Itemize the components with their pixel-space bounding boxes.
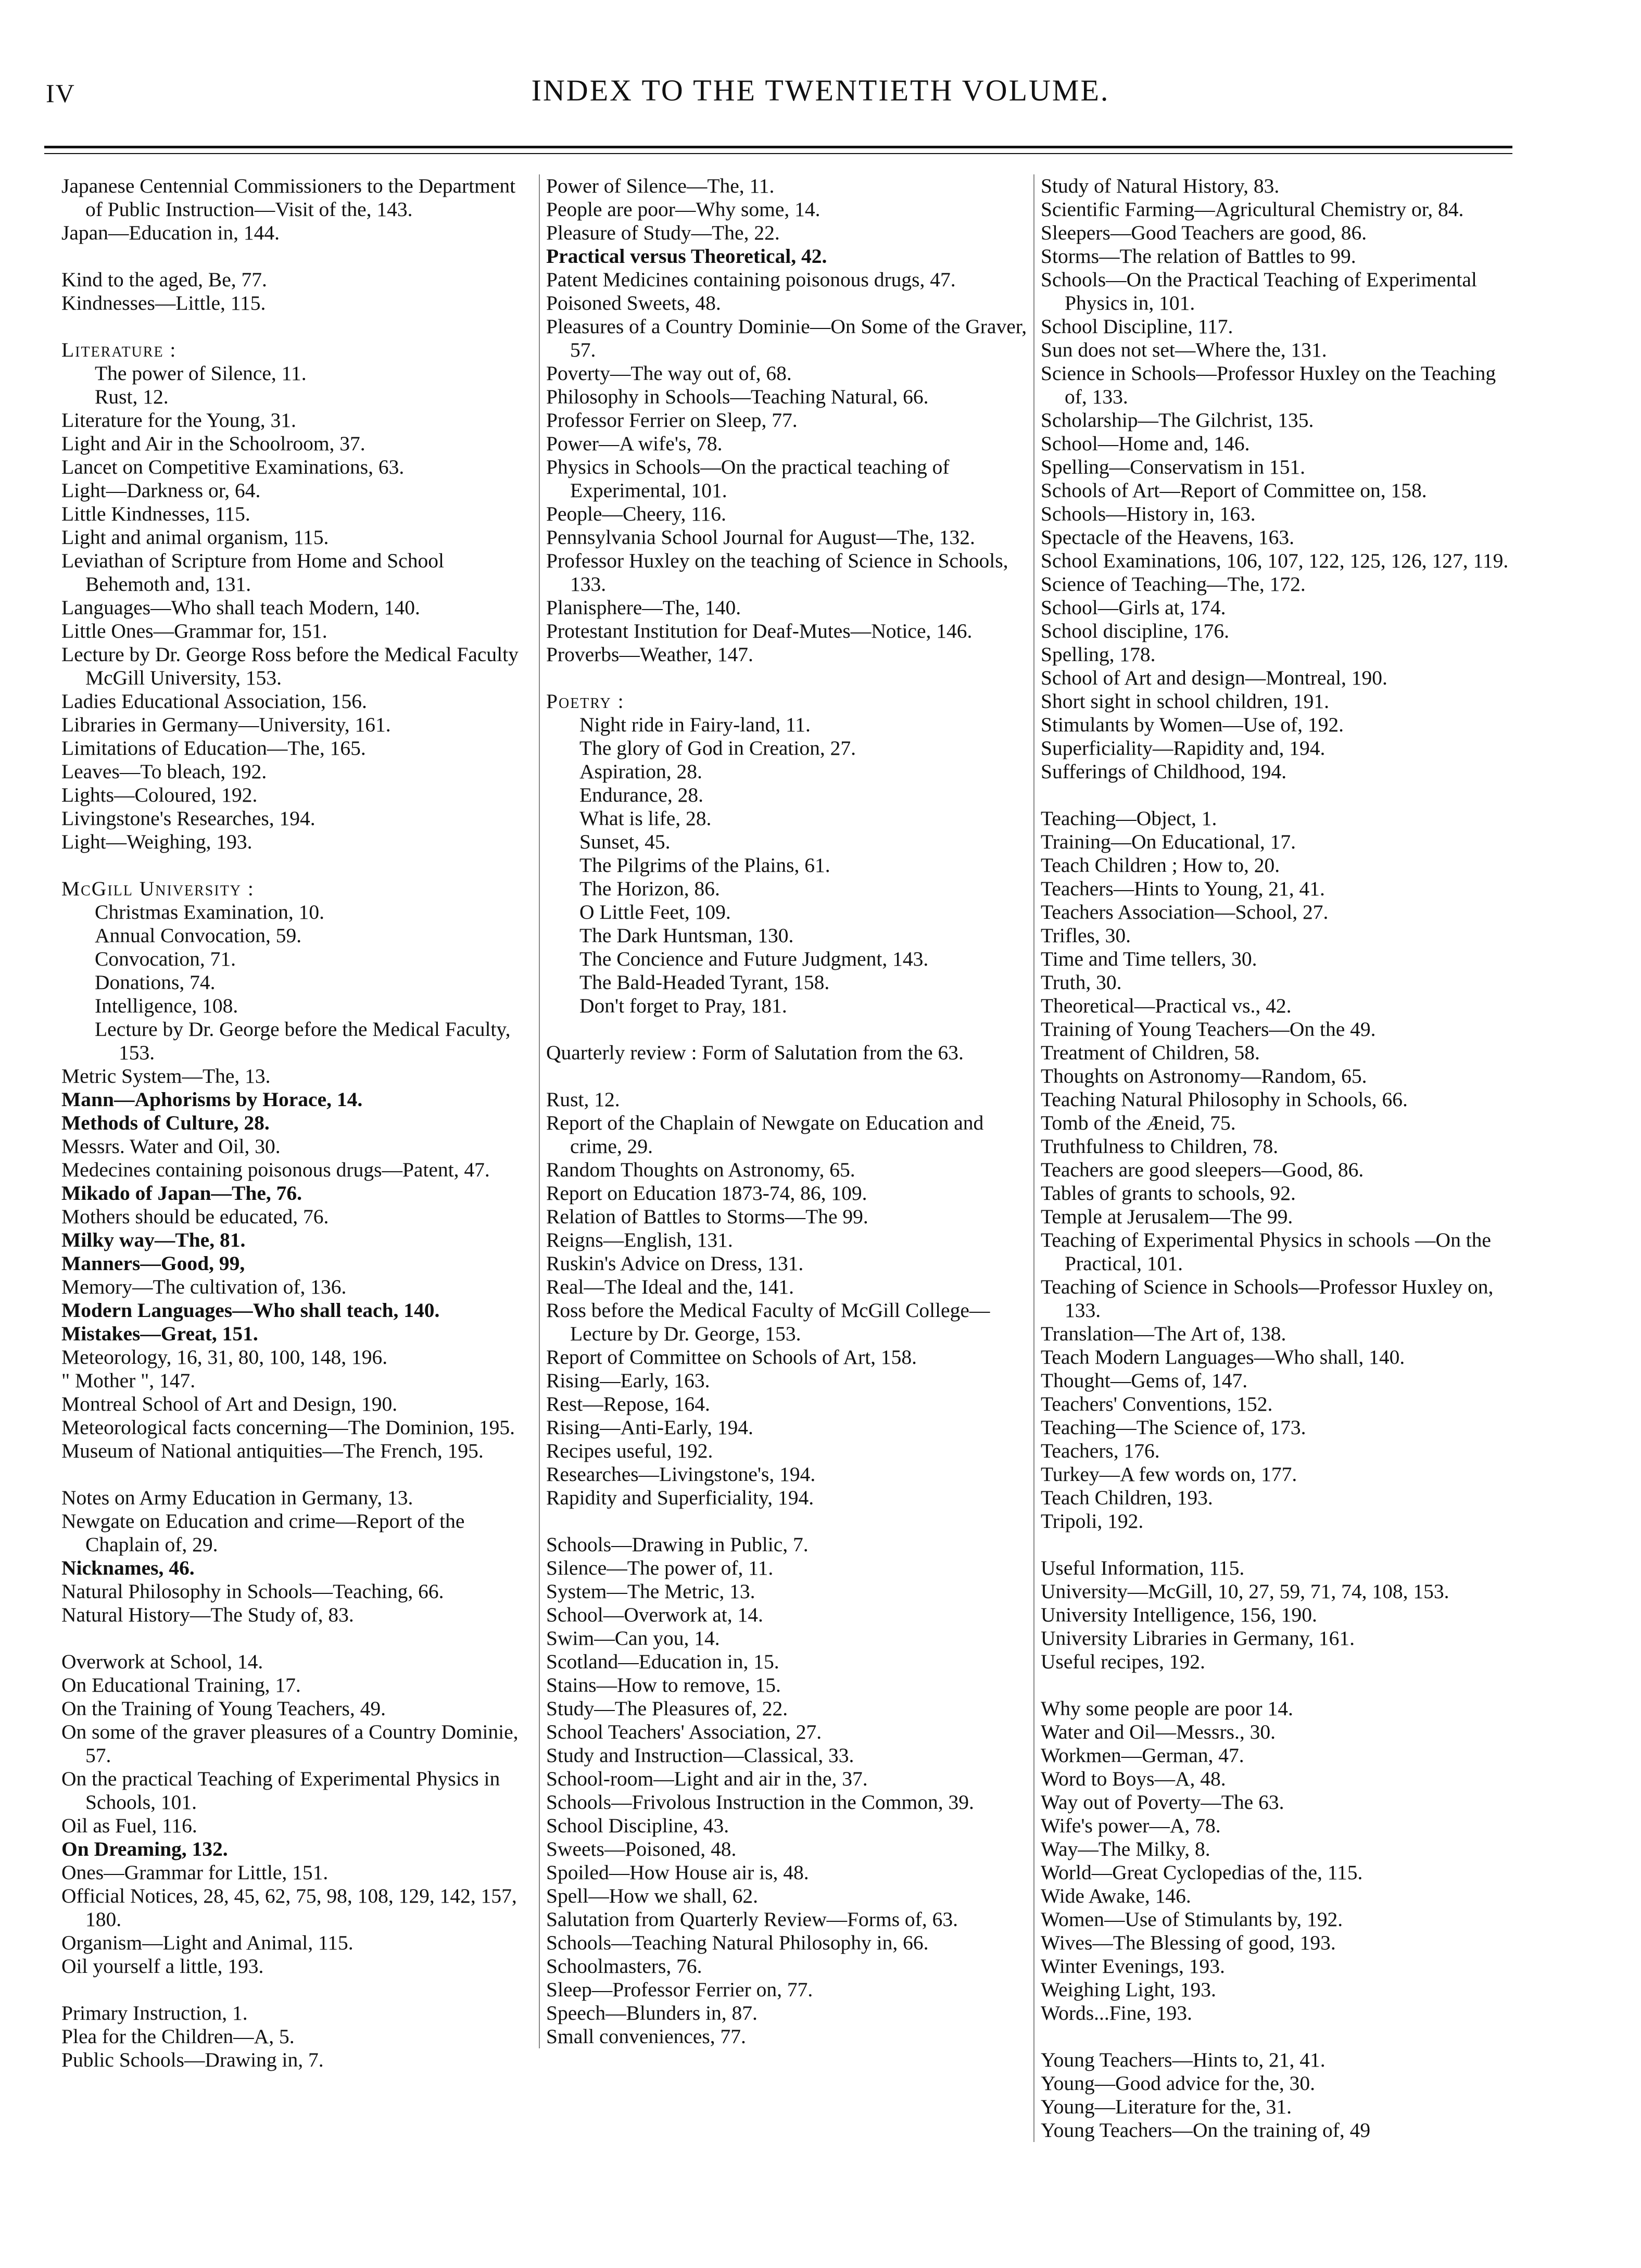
index-entry: Manners—Good, 99, — [61, 1252, 245, 1275]
index-entry: Power of Silence—The, 11. — [546, 174, 775, 197]
index-column-3 — [1033, 174, 1520, 2142]
index-entry: Leviathan of Scripture from Home and School Behemoth and, 131. — [61, 549, 444, 595]
index-entry: Superficiality—Rapidity and, 194. — [1041, 737, 1326, 759]
index-entry: University—McGill, 10, 27, 59, 71, 74, 108, 153. — [1041, 1580, 1449, 1603]
index-subentry: Sunset, 45. — [579, 830, 671, 853]
index-entry: Young Teachers—Hints to, 21, 41. — [1041, 2048, 1326, 2071]
index-entry: Teaching of Science in Schools—Professor Huxley on, 133. — [1041, 1275, 1494, 1322]
index-entry: School—Overwork at, 14. — [546, 1603, 763, 1626]
index-entry: Leaves—To bleach, 192. — [61, 760, 267, 783]
index-entry: Spell—How we shall, 62. — [546, 1884, 759, 1907]
index-entry: Report of the Chaplain of Newgate on Education and crime, 29. — [546, 1111, 984, 1158]
index-subentry: The Concience and Future Judgment, 143. — [579, 947, 929, 970]
section-gap — [1041, 2025, 1520, 2048]
index-entry: Trifles, 30. — [1041, 924, 1131, 947]
index-entry: Oil as Fuel, 116. — [61, 1814, 197, 1837]
index-entry: Real—The Ideal and the, 141. — [546, 1275, 794, 1298]
index-entry: Rust, 12. — [546, 1088, 620, 1111]
index-entry: Meteorological facts concerning—The Dominion, 195. — [61, 1416, 515, 1439]
index-entry: Pleasure of Study—The, 22. — [546, 221, 780, 244]
index-entry: On Educational Training, 17. — [61, 1674, 301, 1696]
index-entry: Wide Awake, 146. — [1041, 1884, 1191, 1907]
index-entry: Ladies Educational Association, 156. — [61, 690, 367, 713]
index-entry: Tables of grants to schools, 92. — [1041, 1182, 1296, 1205]
index-subentry: Donations, 74. — [95, 971, 216, 994]
index-entry: Rising—Anti-Early, 194. — [546, 1416, 753, 1439]
index-entry: School—Girls at, 174. — [1041, 596, 1226, 619]
index-entry: Practical versus Theoretical, 42. — [546, 245, 827, 268]
index-entry: On the Training of Young Teachers, 49. — [61, 1697, 386, 1720]
index-entry: University Libraries in Germany, 161. — [1041, 1627, 1355, 1650]
index-entry: Study and Instruction—Classical, 33. — [546, 1744, 854, 1767]
index-entry: System—The Metric, 13. — [546, 1580, 755, 1603]
index-entry: Primary Instruction, 1. — [61, 2001, 248, 2024]
index-entry: Useful recipes, 192. — [1041, 1650, 1205, 1673]
index-subentry: Rust, 12. — [95, 385, 169, 408]
index-subentry: Don't forget to Pray, 181. — [579, 994, 787, 1017]
index-entry: Milky way—The, 81. — [61, 1228, 246, 1251]
index-entry: Teachers—Hints to Young, 21, 41. — [1041, 877, 1325, 900]
index-entry: Kindnesses—Little, 115. — [61, 292, 266, 314]
index-entry: Relation of Battles to Storms—The 99. — [546, 1205, 868, 1228]
index-entry: School Discipline, 43. — [546, 1814, 729, 1837]
index-entry: School of Art and design—Montreal, 190. — [1041, 666, 1387, 689]
index-entry: Science of Teaching—The, 172. — [1041, 573, 1306, 595]
index-entry: Notes on Army Education in Germany, 13. — [61, 1486, 413, 1509]
index-entry: Little Ones—Grammar for, 151. — [61, 619, 327, 642]
index-entry: Sufferings of Childhood, 194. — [1041, 760, 1287, 783]
section-gap — [61, 245, 530, 268]
index-entry: Training—On Educational, 17. — [1041, 830, 1296, 853]
index-entry: Salutation from Quarterly Review—Forms of, 63. — [546, 1908, 958, 1931]
index-entry: Teaching of Experimental Physics in schools —On the Practical, 101. — [1041, 1228, 1491, 1275]
index-entry: Scotland—Education in, 15. — [546, 1650, 779, 1673]
index-entry: Temple at Jerusalem—The 99. — [1041, 1205, 1293, 1228]
index-entry: Mistakes—Great, 151. — [61, 1322, 258, 1345]
index-entry: Languages—Who shall teach Modern, 140. — [61, 596, 420, 619]
index-entry: Protestant Institution for Deaf-Mutes—Notice, 146. — [546, 619, 973, 642]
index-entry: Schools—Drawing in Public, 7. — [546, 1533, 809, 1556]
index-entry: Rest—Repose, 164. — [546, 1392, 710, 1415]
index-entry: Libraries in Germany—University, 161. — [61, 713, 391, 736]
index-entry: Lancet on Competitive Examinations, 63. — [61, 455, 405, 478]
index-entry: Patent Medicines containing poisonous drugs, 47. — [546, 268, 956, 291]
index-entry: Quarterly review : Form of Salutation from the 63. — [546, 1041, 964, 1064]
index-entry: Short sight in school children, 191. — [1041, 690, 1330, 713]
index-entry: Sweets—Poisoned, 48. — [546, 1838, 737, 1860]
index-entry: World—Great Cyclopedias of the, 115. — [1041, 1861, 1363, 1884]
index-entry: Professor Ferrier on Sleep, 77. — [546, 409, 798, 432]
index-entry: School Discipline, 117. — [1041, 315, 1233, 338]
index-entry: Pleasures of a Country Dominie—On Some of the Graver, 57. — [546, 315, 1027, 361]
section-gap — [546, 1065, 1030, 1088]
index-entry: Light—Darkness or, 64. — [61, 479, 261, 502]
index-entry: Report of Committee on Schools of Art, 158. — [546, 1346, 917, 1369]
index-entry: Proverbs—Weather, 147. — [546, 643, 753, 666]
index-entry: Light and Air in the Schoolroom, 37. — [61, 432, 365, 455]
index-entry: Mikado of Japan—The, 76. — [61, 1182, 302, 1205]
section-gap — [61, 1463, 530, 1486]
index-subentry: O Little Feet, 109. — [579, 901, 731, 923]
section-gap — [61, 854, 530, 877]
index-entry: Word to Boys—A, 48. — [1041, 1767, 1226, 1790]
index-entry: Spoiled—How House air is, 48. — [546, 1861, 809, 1884]
section-heading: McGill University : — [61, 877, 255, 900]
index-entry: Truth, 30. — [1041, 971, 1122, 994]
index-subentry: Annual Convocation, 59. — [95, 924, 302, 947]
index-entry: Translation—The Art of, 138. — [1041, 1322, 1286, 1345]
index-entry: Ones—Grammar for Little, 151. — [61, 1861, 329, 1884]
index-entry: Rising—Early, 163. — [546, 1369, 710, 1392]
index-entry: Treatment of Children, 58. — [1041, 1041, 1260, 1064]
index-entry: Science in Schools—Professor Huxley on the Teaching of, 133. — [1041, 362, 1496, 408]
index-entry: Meteorology, 16, 31, 80, 100, 148, 196. — [61, 1346, 388, 1369]
index-entry: People are poor—Why some, 14. — [546, 198, 820, 221]
index-entry: Newgate on Education and crime—Report of the Chaplain of, 29. — [61, 1510, 465, 1556]
index-entry: Young—Literature for the, 31. — [1041, 2095, 1292, 2118]
index-entry: Training of Young Teachers—On the 49. — [1041, 1018, 1376, 1041]
index-column-1 — [61, 174, 530, 2072]
header-rule-thick — [44, 146, 1512, 148]
section-gap — [1041, 783, 1520, 807]
header-rule-thin — [44, 153, 1512, 154]
index-entry: Poverty—The way out of, 68. — [546, 362, 792, 385]
index-entry: Theoretical—Practical vs., 42. — [1041, 994, 1292, 1017]
index-entry: Women—Use of Stimulants by, 192. — [1041, 1908, 1343, 1931]
index-subentry: The Bald-Headed Tyrant, 158. — [579, 971, 830, 994]
index-subentry: Lecture by Dr. George before the Medical Faculty, 153. — [95, 1018, 511, 1064]
index-entry: Recipes useful, 192. — [546, 1439, 713, 1462]
index-entry: Natural History—The Study of, 83. — [61, 1603, 354, 1626]
index-entry: Useful Information, 115. — [1041, 1556, 1245, 1579]
index-entry: Storms—The relation of Battles to 99. — [1041, 245, 1356, 268]
index-entry: Report on Education 1873-74, 86, 109. — [546, 1182, 867, 1205]
index-entry: Official Notices, 28, 45, 62, 75, 98, 108, 129, 142, 157, 180. — [61, 1884, 517, 1931]
index-entry: Livingstone's Researches, 194. — [61, 807, 315, 830]
index-entry: Random Thoughts on Astronomy, 65. — [546, 1158, 855, 1181]
index-entry: Water and Oil—Messrs., 30. — [1041, 1720, 1276, 1743]
index-entry: School Examinations, 106, 107, 122, 125, 126, 127, 119. — [1041, 549, 1509, 572]
index-subentry: Christmas Examination, 10. — [95, 901, 325, 923]
index-entry: Way out of Poverty—The 63. — [1041, 1791, 1284, 1814]
index-entry: Teach Children ; How to, 20. — [1041, 854, 1280, 877]
index-entry: Workmen—German, 47. — [1041, 1744, 1244, 1767]
index-entry: Light—Weighing, 193. — [61, 830, 253, 853]
index-entry: Thought—Gems of, 147. — [1041, 1369, 1248, 1392]
index-entry: Spelling, 178. — [1041, 643, 1156, 666]
index-entry: Lights—Coloured, 192. — [61, 783, 258, 806]
index-entry: Teach Modern Languages—Who shall, 140. — [1041, 1346, 1405, 1369]
section-gap — [1041, 1674, 1520, 1697]
section-gap — [546, 1510, 1030, 1533]
index-entry: Lecture by Dr. George Ross before the Medical Faculty McGill University, 153. — [61, 643, 519, 689]
index-entry: Scientific Farming—Agricultural Chemistry or, 84. — [1041, 198, 1464, 221]
index-entry: Little Kindnesses, 115. — [61, 502, 250, 525]
index-entry: Stains—How to remove, 15. — [546, 1674, 781, 1696]
index-entry: Way—The Milky, 8. — [1041, 1838, 1210, 1860]
index-entry: Plea for the Children—A, 5. — [61, 2025, 295, 2048]
index-entry: " Mother ", 147. — [61, 1369, 196, 1392]
index-entry: Schools of Art—Report of Committee on, 158. — [1041, 479, 1427, 502]
index-subentry: Night ride in Fairy-land, 11. — [579, 713, 811, 736]
index-entry: Limitations of Education—The, 165. — [61, 737, 366, 759]
index-entry: Schools—History in, 163. — [1041, 502, 1256, 525]
section-gap — [1041, 1533, 1520, 1556]
index-subentry: The Dark Huntsman, 130. — [579, 924, 794, 947]
section-gap — [61, 1627, 530, 1650]
index-entry: Words...Fine, 193. — [1041, 2001, 1192, 2024]
index-entry: Japan—Education in, 144. — [61, 221, 280, 244]
index-entry: People—Cheery, 116. — [546, 502, 726, 525]
index-entry: Memory—The cultivation of, 136. — [61, 1275, 347, 1298]
index-entry: School discipline, 176. — [1041, 619, 1230, 642]
index-entry: Time and Time tellers, 30. — [1041, 947, 1257, 970]
index-subentry: Aspiration, 28. — [579, 760, 702, 783]
section-gap — [61, 315, 530, 338]
index-entry: Study—The Pleasures of, 22. — [546, 1697, 788, 1720]
index-subentry: Convocation, 71. — [95, 947, 236, 970]
section-heading: Literature : — [61, 338, 177, 361]
page-number: IV — [46, 79, 75, 108]
index-entry: Light and animal organism, 115. — [61, 526, 329, 549]
index-entry: Mann—Aphorisms by Horace, 14. — [61, 1088, 363, 1111]
index-entry: Stimulants by Women—Use of, 192. — [1041, 713, 1344, 736]
index-entry: Spectacle of the Heavens, 163. — [1041, 526, 1294, 549]
index-entry: Nicknames, 46. — [61, 1556, 195, 1579]
index-subentry: Endurance, 28. — [579, 783, 704, 806]
index-entry: Organism—Light and Animal, 115. — [61, 1931, 354, 1954]
index-entry: School-room—Light and air in the, 37. — [546, 1767, 868, 1790]
index-entry: Swim—Can you, 14. — [546, 1627, 720, 1650]
index-entry: On Dreaming, 132. — [61, 1838, 228, 1860]
index-subentry: The power of Silence, 11. — [95, 362, 307, 385]
index-entry: Small conveniences, 77. — [546, 2025, 746, 2048]
index-entry: Scholarship—The Gilchrist, 135. — [1041, 409, 1314, 432]
section-gap — [546, 666, 1030, 690]
index-entry: Planisphere—The, 140. — [546, 596, 741, 619]
index-entry: Medecines containing poisonous drugs—Patent, 47. — [61, 1158, 490, 1181]
index-entry: School Teachers' Association, 27. — [546, 1720, 822, 1743]
section-heading: Poetry : — [546, 690, 625, 713]
index-entry: Philosophy in Schools—Teaching Natural, 66. — [546, 385, 929, 408]
index-entry: Rapidity and Superficiality, 194. — [546, 1486, 814, 1509]
index-entry: Pennsylvania School Journal for August—The, 132. — [546, 526, 975, 549]
index-entry: Professor Huxley on the teaching of Science in Schools, 133. — [546, 549, 1008, 595]
index-entry: Physics in Schools—On the practical teaching of Experimental, 101. — [546, 455, 950, 502]
index-entry: On some of the graver pleasures of a Country Dominie, 57. — [61, 1720, 519, 1767]
index-entry: Silence—The power of, 11. — [546, 1556, 774, 1579]
index-entry: Schoolmasters, 76. — [546, 1955, 702, 1978]
index-entry: Teaching Natural Philosophy in Schools, 66. — [1041, 1088, 1408, 1111]
index-entry: Schools—Frivolous Instruction in the Common, 39. — [546, 1791, 974, 1814]
index-entry: Teachers, 176. — [1041, 1439, 1160, 1462]
index-entry: Poisoned Sweets, 48. — [546, 292, 721, 314]
index-entry: Turkey—A few words on, 177. — [1041, 1463, 1297, 1486]
index-entry: Tomb of the Æneid, 75. — [1041, 1111, 1236, 1134]
index-entry: Teachers are good sleepers—Good, 86. — [1041, 1158, 1364, 1181]
index-entry: Museum of National antiquities—The French, 195. — [61, 1439, 484, 1462]
index-entry: Public Schools—Drawing in, 7. — [61, 2048, 324, 2071]
index-entry: On the practical Teaching of Experimental Physics in Schools, 101. — [61, 1767, 500, 1814]
index-entry: Montreal School of Art and Design, 190. — [61, 1392, 398, 1415]
index-entry: Natural Philosophy in Schools—Teaching, 66. — [61, 1580, 444, 1603]
index-entry: School—Home and, 146. — [1041, 432, 1250, 455]
index-entry: Why some people are poor 14. — [1041, 1697, 1293, 1720]
index-entry: Modern Languages—Who shall teach, 140. — [61, 1299, 440, 1322]
index-subentry: The Pilgrims of the Plains, 61. — [579, 854, 830, 877]
index-entry: Messrs. Water and Oil, 30. — [61, 1135, 281, 1158]
index-entry: Teachers' Conventions, 152. — [1041, 1392, 1273, 1415]
section-gap — [61, 1978, 530, 2001]
index-entry: Winter Evenings, 193. — [1041, 1955, 1225, 1978]
index-entry: Teaching—Object, 1. — [1041, 807, 1217, 830]
index-subentry: What is life, 28. — [579, 807, 712, 830]
index-entry: Literature for the Young, 31. — [61, 409, 296, 432]
index-entry: Schools—Teaching Natural Philosophy in, 66. — [546, 1931, 929, 1954]
index-subentry: Intelligence, 108. — [95, 994, 238, 1017]
index-entry: Power—A wife's, 78. — [546, 432, 723, 455]
index-entry: Oil yourself a little, 193. — [61, 1955, 264, 1978]
index-entry: Mothers should be educated, 76. — [61, 1205, 329, 1228]
index-entry: Reigns—English, 131. — [546, 1228, 733, 1251]
index-entry: Truthfulness to Children, 78. — [1041, 1135, 1279, 1158]
index-entry: Wives—The Blessing of good, 193. — [1041, 1931, 1336, 1954]
index-entry: Sleep—Professor Ferrier on, 77. — [546, 1978, 813, 2001]
index-entry: Thoughts on Astronomy—Random, 65. — [1041, 1065, 1367, 1087]
index-column-2 — [539, 174, 1030, 2048]
index-subentry: The Horizon, 86. — [579, 877, 720, 900]
index-entry: Ruskin's Advice on Dress, 131. — [546, 1252, 804, 1275]
index-entry: Sun does not set—Where the, 131. — [1041, 338, 1327, 361]
section-gap — [546, 1018, 1030, 1041]
index-entry: Overwork at School, 14. — [61, 1650, 263, 1673]
index-entry: Speech—Blunders in, 87. — [546, 2001, 758, 2024]
index-entry: Teachers Association—School, 27. — [1041, 901, 1329, 923]
index-entry: Methods of Culture, 28. — [61, 1111, 270, 1134]
index-entry: Sleepers—Good Teachers are good, 86. — [1041, 221, 1367, 244]
index-subentry: The glory of God in Creation, 27. — [579, 737, 856, 759]
index-entry: Study of Natural History, 83. — [1041, 174, 1280, 197]
index-entry: Teaching—The Science of, 173. — [1041, 1416, 1306, 1439]
index-entry: Schools—On the Practical Teaching of Experimental Physics in, 101. — [1041, 268, 1477, 314]
index-entry: Wife's power—A, 78. — [1041, 1814, 1221, 1837]
index-entry: University Intelligence, 156, 190. — [1041, 1603, 1317, 1626]
index-entry: Kind to the aged, Be, 77. — [61, 268, 267, 291]
index-entry: Metric System—The, 13. — [61, 1065, 271, 1087]
index-entry: Researches—Livingstone's, 194. — [546, 1463, 816, 1486]
page-title: INDEX TO THE TWENTIETH VOLUME. — [531, 73, 1110, 107]
index-entry: Teach Children, 193. — [1041, 1486, 1213, 1509]
index-entry: Ross before the Medical Faculty of McGill College—Lecture by Dr. George, 153. — [546, 1299, 990, 1345]
index-entry: Japanese Centennial Commissioners to the Department of Public Instruction—Visit of the, 143. — [61, 174, 516, 221]
index-entry: Young Teachers—On the training of, 49 — [1041, 2119, 1371, 2142]
index-entry: Young—Good advice for the, 30. — [1041, 2072, 1315, 2095]
index-entry: Weighing Light, 193. — [1041, 1978, 1216, 2001]
index-entry: Tripoli, 192. — [1041, 1510, 1144, 1532]
index-entry: Spelling—Conservatism in 151. — [1041, 455, 1306, 478]
